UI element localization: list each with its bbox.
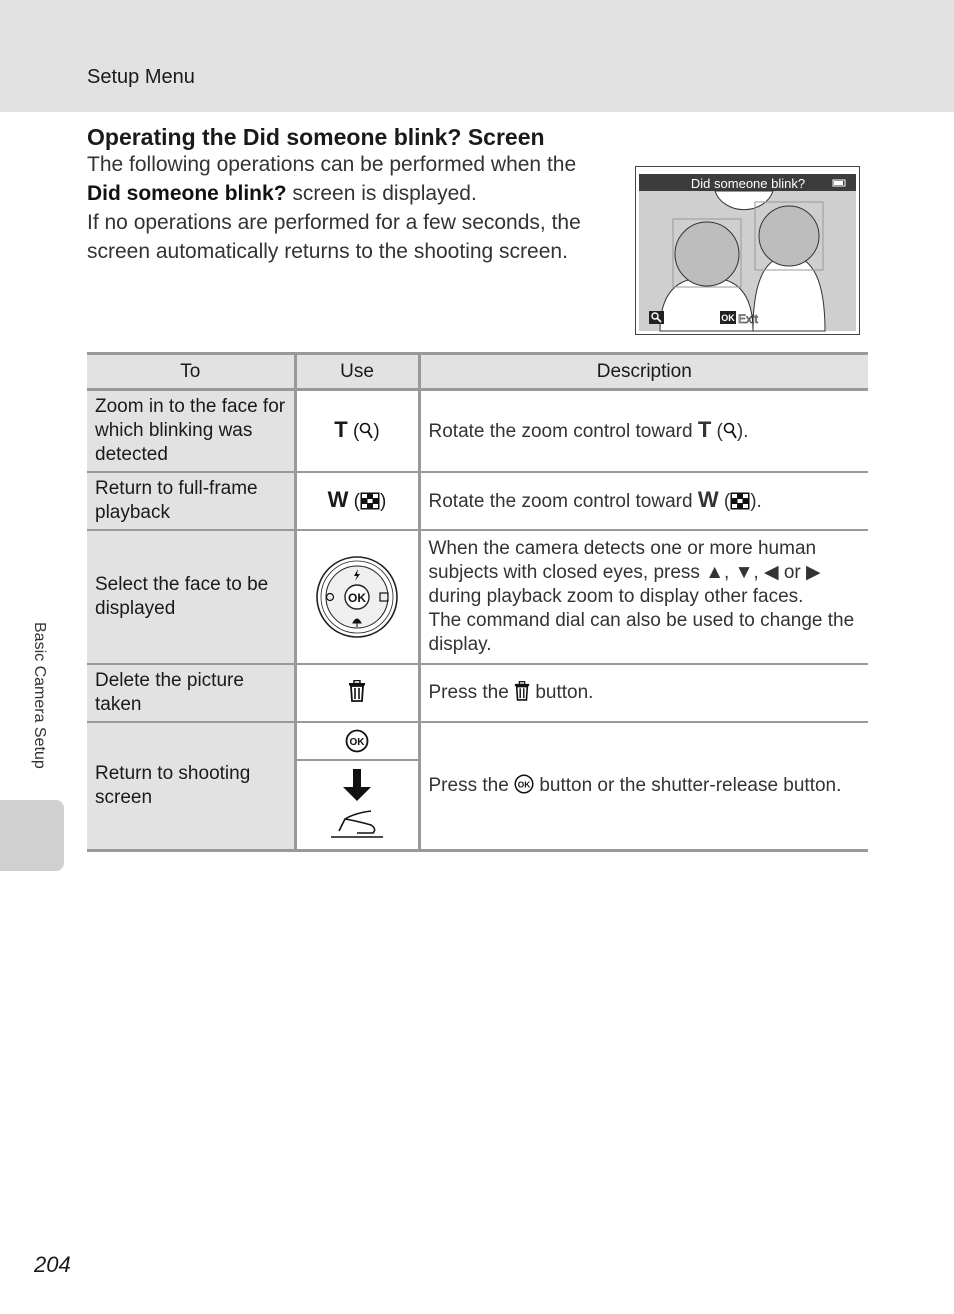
person-left-head <box>675 222 739 286</box>
arrow-down-icon: ▼ <box>734 561 754 583</box>
desc-text: or <box>783 561 801 583</box>
row-use <box>295 722 419 851</box>
desc-text: button. <box>530 681 594 703</box>
row-description <box>419 664 868 722</box>
tele-key: T <box>697 416 712 442</box>
desc-text: Press the <box>428 681 515 703</box>
arrow-left-icon: ◀ <box>763 561 779 583</box>
page-number: 204 <box>34 1252 71 1277</box>
desc-text: during playback zoom to display other faces. <box>428 585 804 607</box>
zoom-in-icon <box>723 422 737 440</box>
row-to: Return to full-frame playback <box>87 472 295 530</box>
intro-line1-post: screen is displayed. <box>286 182 477 205</box>
row-use: T ( ) <box>295 390 419 472</box>
operations-table <box>87 352 868 852</box>
ok-button-icon <box>514 774 534 794</box>
battery-level <box>834 181 843 185</box>
shutter-button-cell <box>297 761 418 849</box>
intro-paragraph-2: If no operations are performed for a few seconds, the screen automatically returns to the shooting screen. <box>87 211 581 263</box>
table-header-row <box>87 354 868 390</box>
page-header <box>0 0 954 112</box>
thumbnail-icon <box>730 492 750 510</box>
chapter-tab <box>0 800 64 871</box>
intro-screen-name: Did someone blink? <box>87 182 287 205</box>
svg-text:OK: OK <box>349 736 365 748</box>
table-row <box>87 390 868 472</box>
row-description <box>419 722 868 851</box>
arrow-up-icon: ▲ <box>705 561 724 583</box>
trash-icon <box>348 680 366 702</box>
desc-text: When the camera detects one or more human subjects with closed eyes, press <box>428 537 817 583</box>
svg-text:OK: OK <box>517 778 531 789</box>
header-use: Use <box>295 354 419 390</box>
ok-indicator-text: OK <box>721 313 735 323</box>
row-description: When the camera detects one or more human subjects with closed eyes, press ▲, ▼, ◀ or ▶ during playback zoom to display other faces. The command dial can also be used to change the display. <box>419 530 868 664</box>
ok-button-cell <box>297 723 418 761</box>
row-description: Rotate the zoom control toward T ( ). <box>419 390 868 472</box>
ok-button-icon <box>345 729 369 753</box>
zoom-in-icon <box>359 422 373 440</box>
page-heading: Operating the Did someone blink? Screen <box>87 124 545 150</box>
dial-ok-label: OK <box>348 590 366 605</box>
person-right-head <box>759 206 819 266</box>
row-to: Zoom in to the face for which blinking was detected <box>87 390 295 472</box>
desc-text: Press the <box>428 774 515 796</box>
table-row <box>87 472 868 530</box>
header-to: To <box>87 354 295 390</box>
desc-text: ). <box>750 490 762 512</box>
intro-paragraph-1 <box>87 150 617 208</box>
row-use <box>295 530 419 664</box>
shutter-release-icon <box>327 765 387 845</box>
intro-line1-pre: The following operations can be performed when the <box>87 153 577 176</box>
table-row <box>87 530 868 664</box>
wide-key: W <box>697 486 719 512</box>
screen-title: Did someone blink? <box>690 176 806 191</box>
desc-text: Rotate the zoom control toward <box>428 490 698 512</box>
row-use: W ( ) <box>295 472 419 530</box>
desc-text: Rotate the zoom control toward <box>428 420 698 442</box>
row-to: Delete the picture taken <box>87 664 295 722</box>
tele-key: T <box>334 416 348 442</box>
desc-text: button or the shutter-release button. <box>534 774 842 796</box>
camera-screen-illustration <box>635 166 860 335</box>
arrow-right-icon: ▶ <box>806 561 821 583</box>
exit-label: Exit <box>738 312 759 326</box>
intro-text <box>87 150 617 266</box>
table-row <box>87 722 868 851</box>
row-to: Select the face to be displayed <box>87 530 295 664</box>
row-description: Rotate the zoom control toward W ( ). <box>419 472 868 530</box>
wide-key: W <box>327 486 349 512</box>
row-use <box>295 664 419 722</box>
header-description: Description <box>419 354 868 390</box>
desc-text: The command dial can also be used to change the display. <box>428 609 855 655</box>
table-row <box>87 664 868 722</box>
side-chapter-label: Basic Camera Setup <box>31 622 48 769</box>
desc-text: ). <box>736 420 749 442</box>
section-title: Setup Menu <box>87 66 195 88</box>
multi-selector-icon <box>315 555 399 639</box>
trash-icon <box>514 681 530 701</box>
row-to: Return to shooting screen <box>87 722 295 851</box>
thumbnail-icon <box>360 492 380 510</box>
